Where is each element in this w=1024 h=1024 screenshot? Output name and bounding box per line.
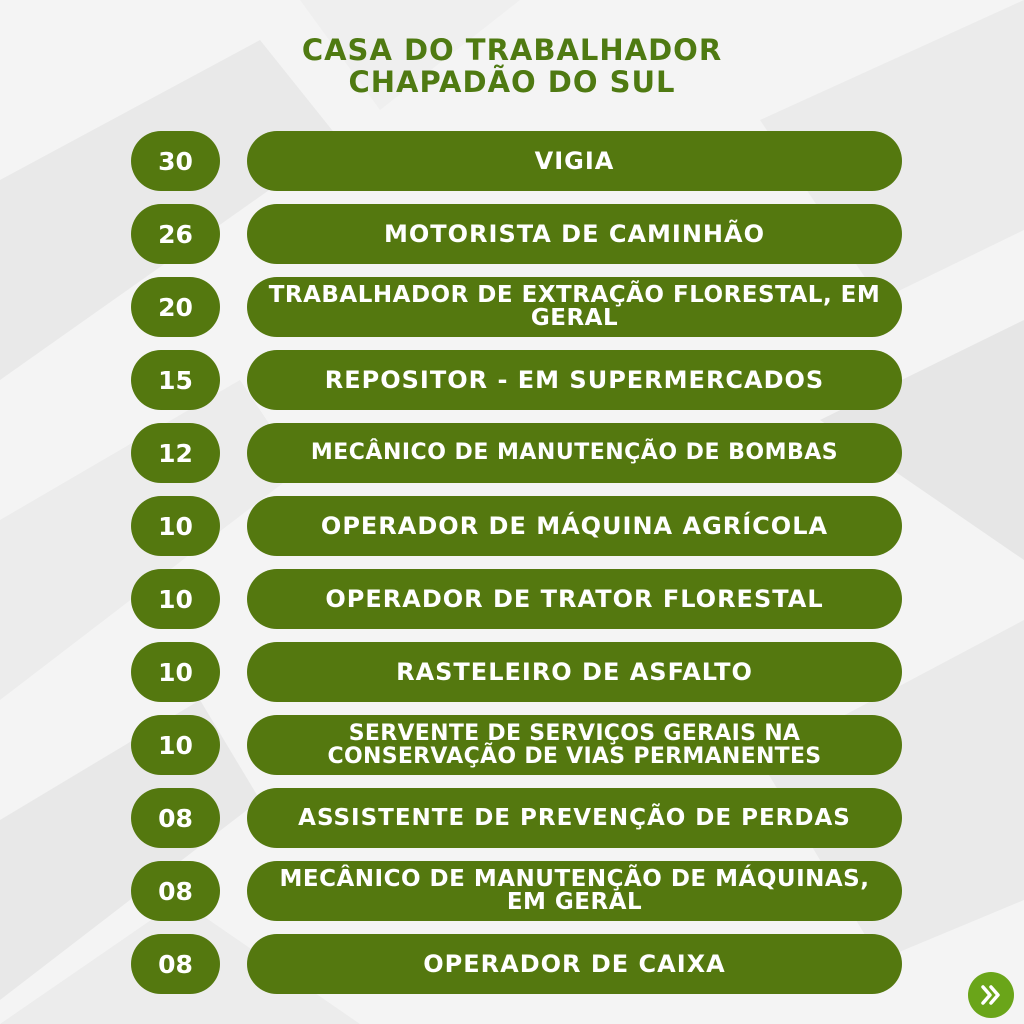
title-line-2: CHAPADÃO DO SUL <box>348 65 676 99</box>
vacancy-count: 10 <box>131 496 220 556</box>
job-title: MECÂNICO DE MANUTENÇÃO DE MÁQUINAS, EM GERAL <box>247 861 902 921</box>
double-chevron-right-icon <box>978 982 1004 1008</box>
page-title <box>0 34 1024 98</box>
job-row <box>0 277 1024 337</box>
vacancy-count: 20 <box>131 277 220 337</box>
next-button[interactable] <box>968 972 1014 1018</box>
vacancy-count: 10 <box>131 715 220 775</box>
vacancy-count: 15 <box>131 350 220 410</box>
job-row <box>0 934 1024 994</box>
vacancy-count: 10 <box>131 642 220 702</box>
job-title: MOTORISTA DE CAMINHÃO <box>247 204 902 264</box>
vacancy-count: 08 <box>131 788 220 848</box>
job-row <box>0 861 1024 921</box>
vacancy-count: 26 <box>131 204 220 264</box>
job-row <box>0 204 1024 264</box>
job-title: TRABALHADOR DE EXTRAÇÃO FLORESTAL, EM GERAL <box>247 277 902 337</box>
job-title: RASTELEIRO DE ASFALTO <box>247 642 902 702</box>
vacancy-count: 10 <box>131 569 220 629</box>
job-row <box>0 496 1024 556</box>
job-title: OPERADOR DE TRATOR FLORESTAL <box>247 569 902 629</box>
job-row <box>0 642 1024 702</box>
job-row <box>0 423 1024 483</box>
job-title: REPOSITOR - EM SUPERMERCADOS <box>247 350 902 410</box>
job-row <box>0 715 1024 775</box>
job-title: OPERADOR DE CAIXA <box>247 934 902 994</box>
job-row <box>0 131 1024 191</box>
job-title: VIGIA <box>247 131 902 191</box>
title-line-1: CASA DO TRABALHADOR <box>301 33 723 67</box>
job-title: SERVENTE DE SERVIÇOS GERAIS NA CONSERVAÇÃO DE VIAS PERMANENTES <box>247 715 902 775</box>
job-title: OPERADOR DE MÁQUINA AGRÍCOLA <box>247 496 902 556</box>
vacancy-count: 12 <box>131 423 220 483</box>
job-row <box>0 788 1024 848</box>
job-row <box>0 350 1024 410</box>
job-row <box>0 569 1024 629</box>
vacancy-count: 08 <box>131 934 220 994</box>
vacancy-count: 30 <box>131 131 220 191</box>
job-title: MECÂNICO DE MANUTENÇÃO DE BOMBAS <box>247 423 902 483</box>
job-title: ASSISTENTE DE PREVENÇÃO DE PERDAS <box>247 788 902 848</box>
vacancy-count: 08 <box>131 861 220 921</box>
